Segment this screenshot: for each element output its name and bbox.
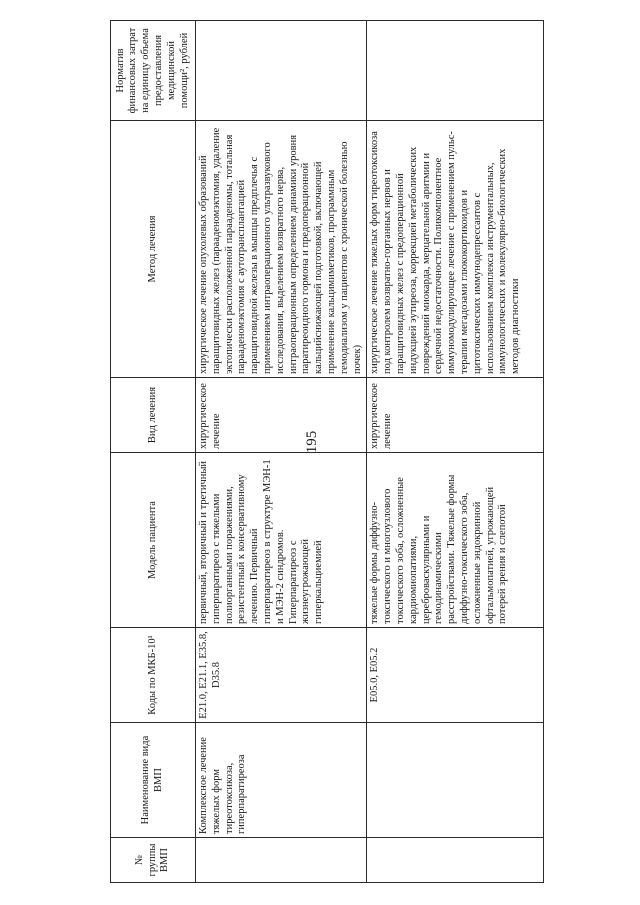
table-header-row bbox=[111, 21, 196, 883]
cell-cost-norm bbox=[196, 21, 367, 121]
header-treatment-method: Метод лечения bbox=[111, 121, 196, 378]
cell-icd-codes: E05.0, E05.2 bbox=[367, 628, 544, 723]
header-vmp-name: Наименование вида ВМП bbox=[111, 723, 196, 838]
cell-icd-codes: E21.0, E21.1, E35.8, D35.8 bbox=[196, 628, 367, 723]
cell-group-number bbox=[367, 838, 544, 883]
header-group-number: № группы ВМП bbox=[111, 838, 196, 883]
header-cost-norm: Норматив финансовых затрат на единицу объема предоставления медицинской помощи², рублей bbox=[111, 21, 196, 121]
vmp-table bbox=[110, 20, 544, 883]
cell-treatment-method: хирургическое лечение тяжелых форм тиреотоксикоза под контролем возвратно-гортанных нервов и паращитовидных желез с предоперационной индукцией эутиреоза, коррекцией метаболических повреждений миокарда, мерцательной аритмии и сердечной недостаточности. Поликомпонентное иммуномодулирующее лечение с применением пульс-терапии мегадозами глюкокортикоидов и цитотоксических иммунодепрессантов с использованием комплекса инструментальных, иммунологических и молекулярно-биологических методов диагностики bbox=[367, 121, 544, 378]
cell-treatment-method: хирургическое лечение опухолевых образований паращитовидных желез (парааденомэктомия, удаление эктопически расположенной парааденомы, тотальная парааденомэктомия с аутотрансплантацией паращитовидной железы в мышцы предплечья с применением интраоперационного ультразвукового исследования, выделением возвратного нерва, интраоперационным определением динамики уровня паратиреоидного гормона и предоперационной кальцийснижающей подготовкой, включающей применение кальцимиметиков, программным гемодиализом у пациентов с хронической болезнью почек) bbox=[196, 121, 367, 378]
cell-vmp-name bbox=[367, 723, 544, 838]
header-icd-codes: Коды по МКБ-10¹ bbox=[111, 628, 196, 723]
cell-patient-model: тяжелые формы диффузно-токсического и многоузлового токсического зоба, осложненные кардиомиопатиями, цереброваскулярными и гемодинамическими расстройствами. Тяжелые формы диффузно-токсического зоба, осложненные эндокринной офтальмопатией, угрожающей потерей зрения и слепотой bbox=[367, 453, 544, 628]
cell-cost-norm bbox=[367, 21, 544, 121]
cell-treatment-kind: хирургическое лечение bbox=[196, 378, 367, 453]
cell-patient-model: первичный, вторичный и третичный гиперпаратиреоз с тяжелыми полиорганными поражениями, резистентный к консервативному лечению. Первичный гиперпаратиреоз в структуре МЭН-1 и МЭН-2 синдромов. Гиперпаратиреоз с жизнеугрожающей гиперкальциемией bbox=[196, 453, 367, 628]
cell-vmp-name: Комплексное лечение тяжелых форм тиреотоксикоза, гиперпаратиреоза bbox=[196, 723, 367, 838]
table-row bbox=[367, 21, 544, 883]
cell-treatment-kind: хирургическое лечение bbox=[367, 378, 544, 453]
header-patient-model: Модель пациента bbox=[111, 453, 196, 628]
cell-group-number bbox=[196, 838, 367, 883]
table-container bbox=[110, 21, 530, 883]
table-row bbox=[196, 21, 367, 883]
header-treatment-kind: Вид лечения bbox=[111, 378, 196, 453]
page-number: 195 bbox=[304, 430, 320, 454]
